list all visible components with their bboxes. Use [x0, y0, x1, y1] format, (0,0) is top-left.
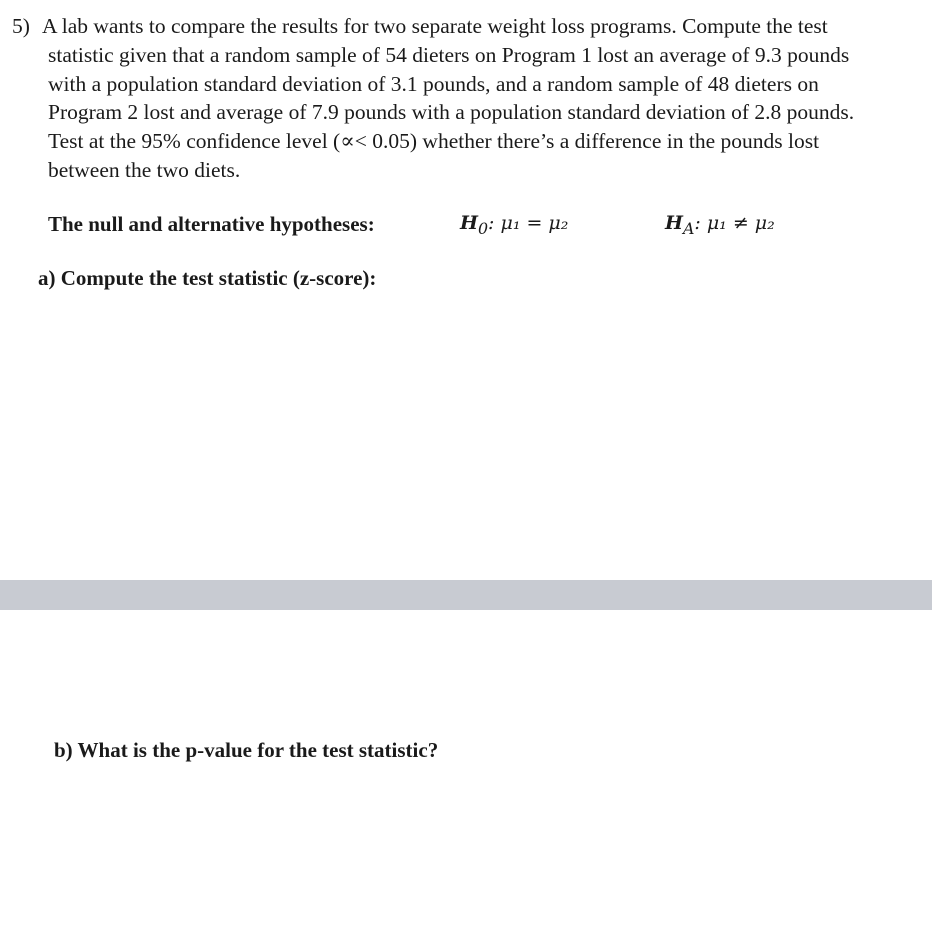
problem-text [42, 12, 917, 185]
alternative-hypothesis [665, 212, 775, 238]
question-a: a) Compute the test statistic (z-score): [38, 266, 377, 290]
null-hypothesis-symbol: H [460, 212, 478, 234]
problem-line: Program 2 lost and average of 7.9 pounds with a population standard deviation of 2.8 pounds. [48, 100, 855, 125]
problem-line: statistic given that a random sample of 54 dieters on Program 1 lost an average of 9.3 pounds [48, 42, 850, 67]
problem-line: Test at the 95% confidence level (∝< 0.05) whether there’s a difference in the pounds lost [48, 129, 820, 154]
null-hypothesis-subscript: 0 [477, 218, 489, 238]
alt-hypothesis-subscript: A [682, 218, 695, 238]
problem-line: A lab wants to compare the results for two separate weight loss programs. Compute the test [42, 14, 828, 38]
problem-number: 5) [12, 14, 30, 38]
null-hypothesis-expression: : μ₁ = μ₂ [488, 212, 569, 234]
alt-hypothesis-symbol: H [665, 212, 683, 234]
alt-hypothesis-expression: : μ₁ ≠ μ₂ [694, 212, 775, 234]
page-divider [0, 580, 932, 610]
answer-area-b[interactable] [0, 772, 932, 944]
problem-line: between the two diets. [48, 157, 241, 182]
hypotheses-label: The null and alternative hypotheses: [48, 212, 375, 236]
hypotheses-row [48, 212, 908, 242]
null-hypothesis [460, 212, 568, 238]
question-b: b) What is the p-value for the test statistic? [54, 738, 439, 762]
answer-area-a[interactable] [0, 300, 932, 578]
problem-line: with a population standard deviation of 3.1 pounds, and a random sample of 48 dieters on [48, 71, 819, 96]
